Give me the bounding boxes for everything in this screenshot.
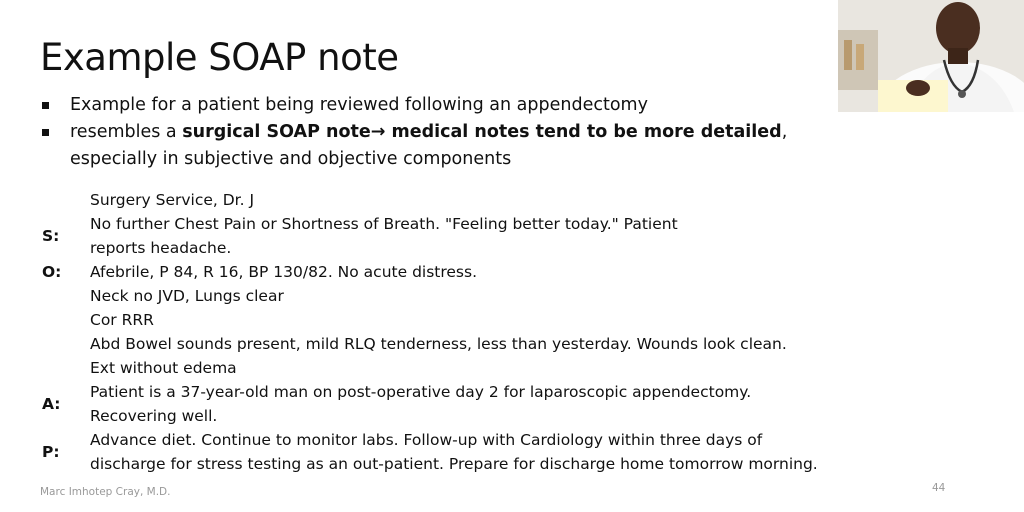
soap-line: No further Chest Pain or Shortness of Breath. "Feeling better today." Patient [90, 215, 678, 233]
bullet-list [42, 92, 842, 173]
soap-line: Abd Bowel sounds present, mild RLQ tenderness, less than yesterday. Wounds look clean. [90, 335, 787, 353]
bullet-text-bold: surgical SOAP note→ medical notes tend to be more detailed [182, 122, 782, 142]
soap-note [42, 188, 922, 476]
soap-plan-row [42, 428, 922, 476]
bullet-text-line2: especially in subjective and objective components [70, 149, 512, 169]
soap-line: Afebrile, P 84, R 16, BP 130/82. No acute distress. [90, 263, 478, 281]
soap-label-p: P: [42, 443, 60, 461]
soap-line: Cor RRR [90, 311, 154, 329]
soap-line: Advance diet. Continue to monitor labs. Follow-up with Cardiology within three days of [90, 431, 763, 449]
soap-line: Neck no JVD, Lungs clear [90, 287, 284, 305]
soap-header: Surgery Service, Dr. J [90, 191, 255, 209]
bullet-square-icon [42, 102, 49, 109]
soap-label-o: O: [42, 263, 62, 281]
soap-header-row [42, 188, 922, 212]
soap-line: Ext without edema [90, 359, 237, 377]
soap-assessment-row [42, 380, 922, 428]
soap-label-a: A: [42, 395, 61, 413]
bullet-text-post: , [781, 122, 788, 142]
soap-line: reports headache. [90, 239, 232, 257]
soap-subjective-row [42, 212, 922, 260]
soap-line: Recovering well. [90, 407, 218, 425]
soap-objective-row [42, 260, 922, 380]
doctor-with-stethoscope-icon [838, 0, 1024, 112]
soap-label-s: S: [42, 227, 60, 245]
footer-author: Marc Imhotep Cray, M.D. [40, 486, 171, 498]
page-number: 44 [932, 482, 946, 494]
soap-line: Patient is a 37-year-old man on post-operative day 2 for laparoscopic appendectomy. [90, 383, 752, 401]
doctor-photo [838, 0, 1024, 112]
bullet-text-pre: resembles a [70, 122, 183, 142]
bullet-text: Example for a patient being reviewed following an appendectomy [70, 95, 648, 115]
bullet-item [42, 119, 842, 173]
slide-title: Example SOAP note [40, 36, 399, 79]
soap-line: discharge for stress testing as an out-patient. Prepare for discharge home tomorrow morning. [90, 455, 818, 473]
bullet-square-icon [42, 129, 49, 136]
bullet-item [42, 92, 842, 119]
